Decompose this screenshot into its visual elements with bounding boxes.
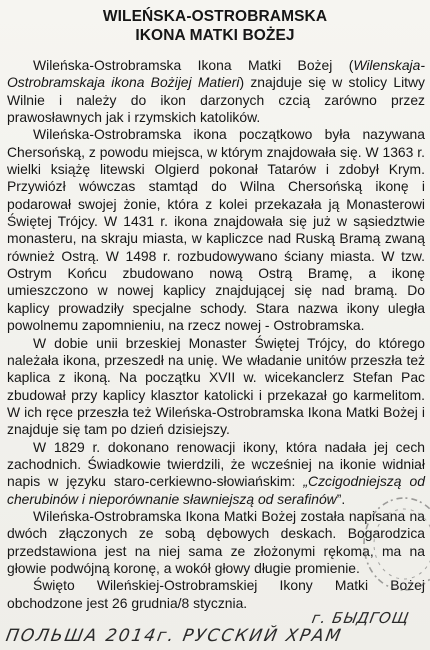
handwritten-signature: ПОЛЬША 2014г. РУССКИЙ ХРАМ xyxy=(4,626,345,646)
paragraph-3: W dobie unii brzeskiej Monaster Świętej Trójcy, do którego należała ikona, przeszedł na unię. We władanie unitów przeszła też kaplica z ikoną. Na początku XVII w. wicekanclerz Stefan Pac zbudował przy kaplicy klasztor katolicki i przekazał go karmelitom. W ich ręce przeszła też Wileńska-Ostrobramska Ikona Matki Bożej i znajduje się tam po dzień dzisiejszy. xyxy=(7,334,425,438)
paragraph-2: Wileńska-Ostrobramska ikona początkowo była nazywana Chersońską, z powodu miejsca, w którym znajdowała się. W 1363 r. wielki książę litewski Olgierd pokonał Tatarów i zdobył Krym. Przywiózł wówczas stamtąd do Wilna Chersońską ikonę i podarował swojej żonie, która z kolei przekazała ją Monasterowi Świętej Trójcy. W 1431 r. ikona znajdowała się już w sąsiedztwie monasteru, na skraju miasta, w kapliczce nad Ruską Bramą zwaną również Ostrą. W 1498 r. rozbudowywano ściany miasta. W tzw. Ostrym Końcu zbudowano nową Ostrą Bramę, a ikonę umieszczono w nowej kaplicy znajdującej się nad bramą. Do kaplicy prowadziły specjalne schody. Stara nazwa ikony uległa powolnemu zapomnieniu, na rzecz nowej - Ostrobramska. xyxy=(7,126,425,334)
paragraph-1-text-a: Wileńska-Ostrobramska Ikona Matki Bożej ( xyxy=(33,57,354,73)
paragraph-1-text-c: ) znajduje się w stolicy Litwy Wilnie i należy do ikon darzonych czcią zarówno przez prawosławnych jak i rzymskich katolików. xyxy=(7,74,425,126)
round-stamp-mark xyxy=(346,486,430,596)
paragraph-4-italic-quote: „Czcigodniejszą od cherubinów i nieporównanie sławniejszą od serafinów xyxy=(7,473,426,507)
paragraph-4-text-a: W 1829 r. dokonano renowacji ikony, która nadała jej cech zachodnich. Świadkowie twierdzili, że wcześniej na ikonie widniał napis w języku staro-cerkiewno-słowiańskim: xyxy=(7,438,425,490)
paragraph-1-italic-name: Wilenskaja-Ostrobramskaja ikona Bożijej Matieri xyxy=(7,57,425,91)
document-title xyxy=(0,7,430,45)
title-line-2: IKONA MATKI BOŻEJ xyxy=(135,27,295,44)
paragraph-4-text-c: ”. xyxy=(336,490,346,507)
title-line-1: WILEŃSKA-OSTROBRAMSKA xyxy=(102,8,328,25)
paragraph-1 xyxy=(7,57,425,126)
handwritten-city: г. БЫДГОЩ xyxy=(310,609,411,627)
paragraph-5: Wileńska-Ostrobramska Ikona Matki Bożej została napisana na dwóch złączonych ze sobą dębowych deskach. Bogarodzica przedstawiona jest na niej sama ze złożonymi rękoma, ma na głowie podwójną koronę, a wokół głowy długie promienie. xyxy=(7,507,425,576)
paragraph-6: Święto Wileńskiej-Ostrobramskiej Ikony Matki Bożej obchodzone jest 26 grudnia/8 stycznia. xyxy=(7,577,425,611)
